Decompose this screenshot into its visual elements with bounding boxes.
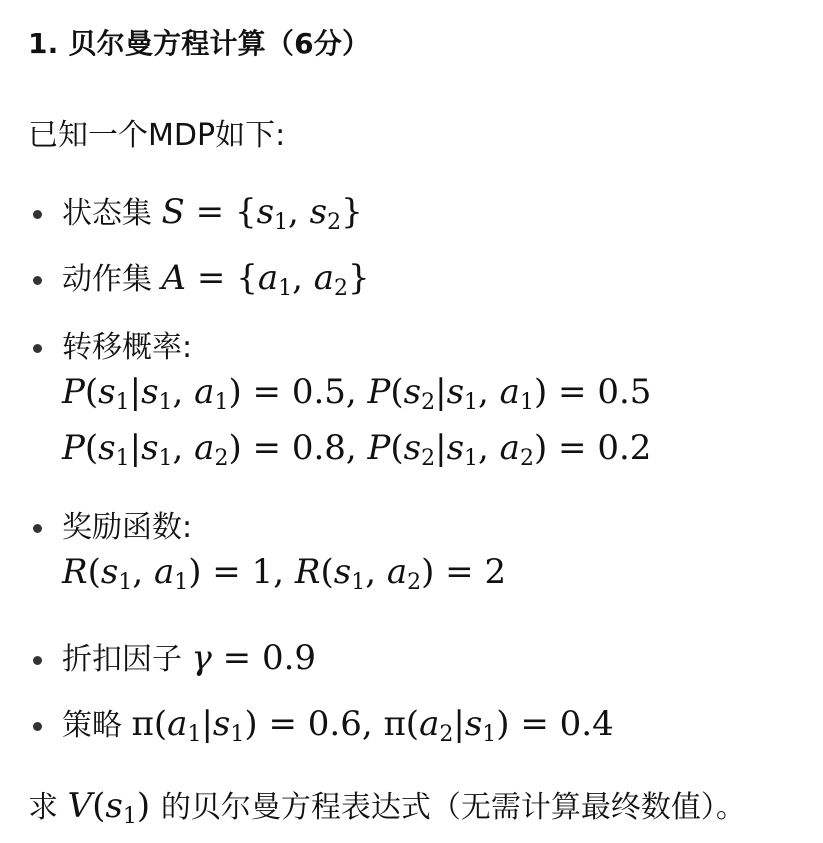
gamma-value: 0.9 <box>261 638 317 678</box>
policy-value: 0.6 <box>307 704 362 744</box>
question-formula: $V(s_1)$ <box>67 786 161 829</box>
bullet-dot <box>33 656 42 665</box>
question-suffix: 的贝尔曼方程表达式（无需计算最终数值）。 <box>160 790 746 825</box>
reward-value: 2 <box>484 552 507 592</box>
states-label: 状态集 <box>62 196 152 231</box>
policy-value: 0.4 <box>559 704 614 744</box>
bullet-dot <box>33 276 42 285</box>
bullet-dot <box>33 722 42 731</box>
question-prefix: 求 <box>28 790 58 825</box>
discount-label: 折扣因子 <box>62 642 182 677</box>
bullet-dot <box>33 210 42 219</box>
policy-formula: $\pi(a_1|s_1) = 0.6$, $\pi(a_2|s_1) = 0.4$ <box>131 704 614 747</box>
actions-label: 动作集 <box>62 262 152 297</box>
transition-equation-line-1: $P(s_1|s_1$, $a_1) = 0.5$, $P(s_2|s_1$, $a_1) = 0.5$ <box>62 372 652 415</box>
transition-value: 0.8 <box>291 428 346 468</box>
rewards-label: 奖励函数: <box>62 510 193 545</box>
intro-text: 已知一个MDP如下: <box>28 118 286 153</box>
section-heading: 1. 贝尔曼方程计算（6分） <box>28 27 371 60</box>
policy-label: 策略 <box>62 708 122 743</box>
transition-value: 0.2 <box>597 428 652 468</box>
bullet-dot <box>33 344 42 353</box>
transition-value: 0.5 <box>597 372 652 412</box>
actions-formula: $A = \{a_1$, $a_2$} <box>161 258 370 301</box>
transition-value: 0.5 <box>291 372 346 412</box>
question-text <box>28 782 746 829</box>
reward-equation-line: $R(s_1$, $a_1) = 1$, $R(s_1$, $a_2) = 2$ <box>62 552 507 595</box>
transitions-label: 转移概率: <box>62 330 193 365</box>
transition-equation-line-2: $P(s_1|s_1$, $a_2) = 0.8$, $P(s_2|s_1$, $a_2) = 0.2$ <box>62 428 652 471</box>
discount-formula: γ = 0.9 <box>191 638 317 678</box>
bullet-dot <box>33 524 42 533</box>
states-formula: $S = \{s_1$, $s_2$} <box>161 192 363 235</box>
reward-value: 1 <box>251 552 274 592</box>
